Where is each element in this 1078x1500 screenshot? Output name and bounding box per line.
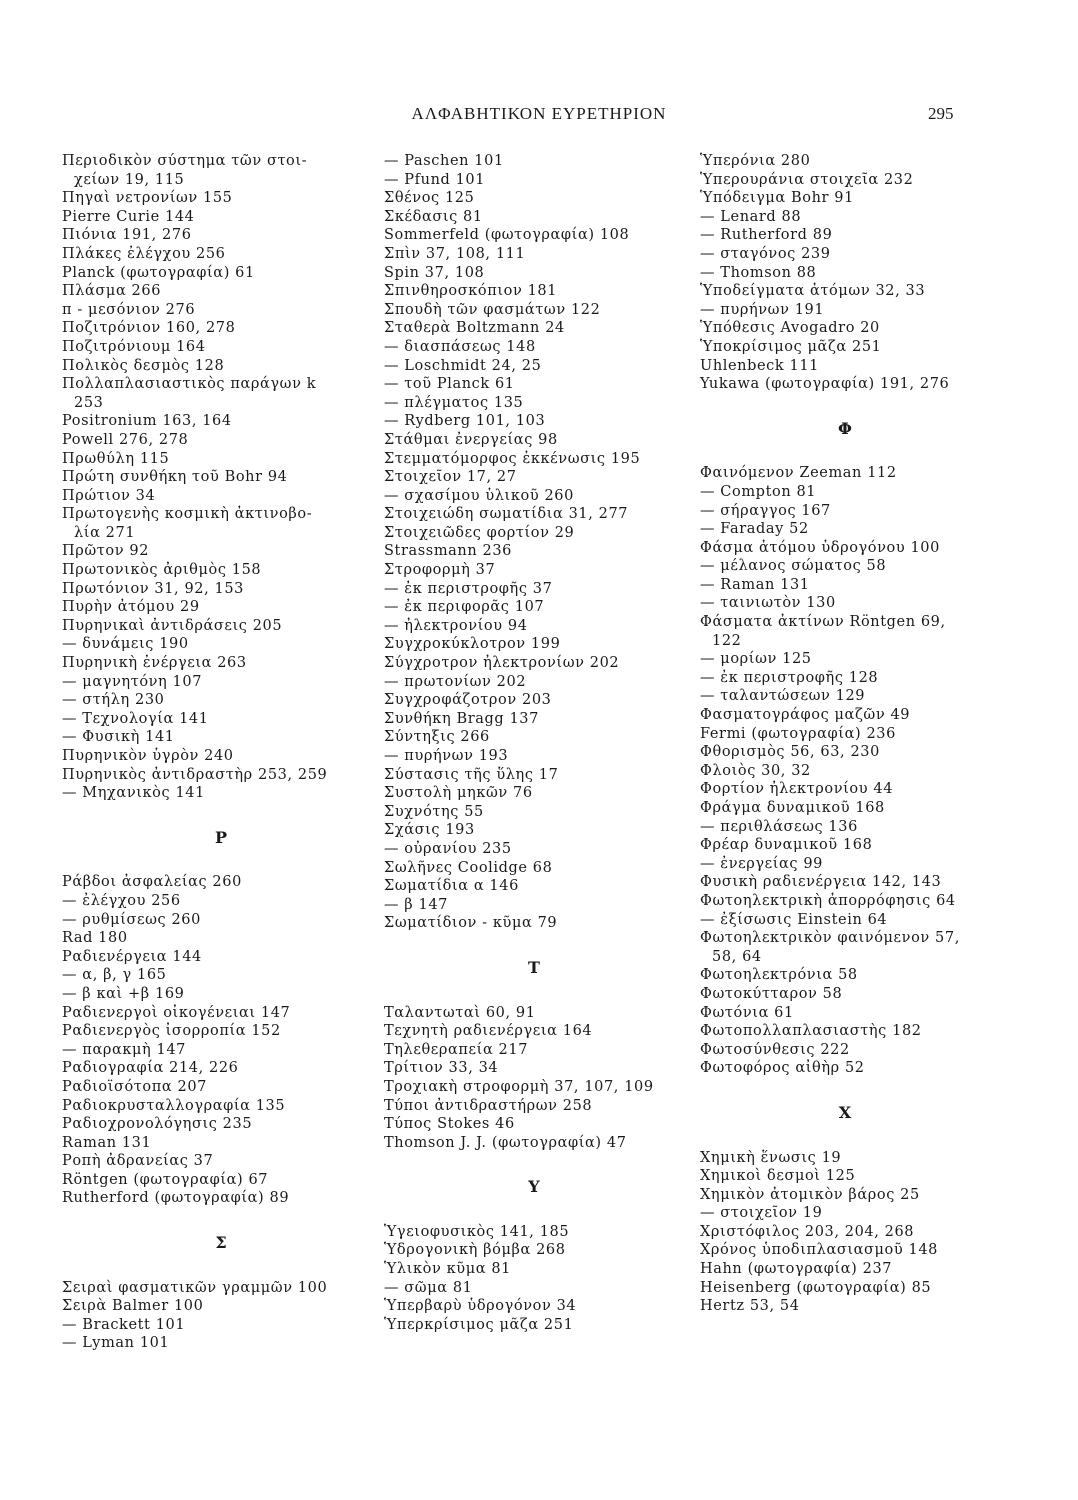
index-entry: Πρώτη συνθήκη τοῦ Bohr 94 bbox=[62, 469, 288, 486]
index-entry: Ραδιενέργεια 144 bbox=[62, 948, 202, 965]
index-entry: Συνθήκη Bragg 137 bbox=[384, 710, 539, 727]
index-entry: — πρωτονίων 202 bbox=[384, 673, 527, 690]
index-entry: Ὑγειοφυσικὸς 141, 185 bbox=[384, 1223, 570, 1240]
index-entry: Πυρὴν ἀτόμου 29 bbox=[62, 599, 200, 616]
index-entry: — Paschen 101 bbox=[384, 153, 504, 169]
index-entry: Τρίτιον 33, 34 bbox=[384, 1060, 499, 1077]
index-entry: — πυρήνων 191 bbox=[700, 301, 825, 318]
index-entry: Πλάκες ἐλέγχου 256 bbox=[62, 245, 226, 262]
index-entry: Σειρὰ Balmer 100 bbox=[62, 1298, 204, 1315]
index-entry: — στοιχεῖον 19 bbox=[700, 1205, 823, 1222]
index-entry: Σύντηξις 266 bbox=[384, 729, 490, 746]
index-entry: Φάσματα ἀκτίνων Röntgen 69, bbox=[700, 614, 946, 631]
index-entry: Ὑπόδειγμα Bohr 91 bbox=[700, 190, 854, 207]
index-entry: — Τεχνολογία 141 bbox=[62, 710, 209, 727]
index-entry: Φωτοκύτταρον 58 bbox=[700, 985, 843, 1002]
index-entry: Σωματίδιον - κῦμα 79 bbox=[384, 915, 558, 932]
index-entry: Στεμματόμορφος ἐκκένωσις 195 bbox=[384, 450, 641, 467]
index-entry: — σχασίμου ὑλικοῦ 260 bbox=[384, 487, 574, 504]
index-entry: Πιόνια 191, 276 bbox=[62, 227, 192, 244]
index-entry: Χριστόφιλος 203, 204, 268 bbox=[700, 1223, 915, 1240]
index-entry: — σταγόνος 239 bbox=[700, 245, 831, 262]
index-entry: Φωτοσύνθεσις 222 bbox=[700, 1041, 850, 1058]
index-entry: Πηγαὶ νετρονίων 155 bbox=[62, 190, 233, 207]
index-entry: — μαγνητόνη 107 bbox=[62, 673, 203, 690]
index-entry: Ὑδρογονικὴ βόμβα 268 bbox=[384, 1242, 566, 1259]
index-entry: χείων 19, 115 bbox=[74, 171, 185, 188]
index-entry: — Μηχανικὸς 141 bbox=[62, 785, 205, 802]
index-entry: Hahn (φωτογραφία) 237 bbox=[700, 1261, 893, 1278]
index-entry: Ὑπόθεσις Avogadro 20 bbox=[700, 320, 880, 337]
index-entry: Röntgen (φωτογραφία) 67 bbox=[62, 1171, 269, 1188]
index-entry: Τροχιακὴ στροφορμὴ 37, 107, 109 bbox=[384, 1078, 654, 1095]
index-entry: Τεχνητὴ ραδιενέργεια 164 bbox=[384, 1023, 593, 1040]
index-entry: Στροφορμὴ 37 bbox=[384, 562, 496, 579]
index-entry: — Rutherford 89 bbox=[700, 227, 833, 244]
index-entry: Τύποι ἀντιδραστήρων 258 bbox=[384, 1097, 593, 1114]
index-entry: Σπὶν 37, 108, 111 bbox=[384, 245, 526, 262]
index-entry: — μορίων 125 bbox=[700, 651, 812, 668]
index-entry: Spin 37, 108 bbox=[384, 264, 485, 281]
index-entry: Fermi (φωτογραφία) 236 bbox=[700, 725, 896, 742]
index-entry: Planck (φωτογραφία) 61 bbox=[62, 264, 255, 281]
page-number: 295 bbox=[928, 104, 954, 123]
index-entry: Στοιχειώδη σωματίδια 31, 277 bbox=[384, 506, 629, 523]
index-entry: — Pfund 101 bbox=[384, 171, 486, 188]
index-entry: Strassmann 236 bbox=[384, 543, 512, 560]
index-entry: — πυρήνων 193 bbox=[384, 748, 509, 764]
index-entry: — ἐξίσωσις Einstein 64 bbox=[700, 911, 888, 928]
index-entry: — διασπάσεως 148 bbox=[384, 338, 536, 355]
index-entry: Σωματίδια α 146 bbox=[384, 878, 519, 895]
index-entry: — Rydberg 101, 103 bbox=[384, 413, 546, 430]
index-entry: Ὑπερόνια 280 bbox=[700, 153, 811, 169]
index-entry: Ραδιενεργὸς ἰσορροπία 152 bbox=[62, 1023, 281, 1040]
index-entry: — τοῦ Planck 61 bbox=[384, 376, 515, 393]
index-entry: — ταλαντώσεων 129 bbox=[700, 688, 866, 705]
index-entry: Στοιχεῖον 17, 27 bbox=[384, 469, 517, 486]
index-entry: — Loschmidt 24, 25 bbox=[384, 357, 542, 374]
index-entry: Σύστασις τῆς ὕλης 17 bbox=[384, 766, 559, 783]
index-entry: Πυρηνικὸς ἀντιδραστὴρ 253, 259 bbox=[62, 766, 328, 783]
index-entry: Ραδιοκρυσταλλογραφία 135 bbox=[62, 1097, 286, 1114]
index-entry: Φρέαρ δυναμικοῦ 168 bbox=[700, 837, 873, 854]
index-entry: Ροπὴ ἀδρανείας 37 bbox=[62, 1153, 214, 1170]
index-column-3 bbox=[700, 152, 990, 1316]
index-entry: Φθορισμὸς 56, 63, 230 bbox=[700, 744, 880, 761]
index-entry: Πολικὸς δεσμὸς 128 bbox=[62, 357, 225, 374]
section-letter: Φ bbox=[838, 418, 852, 438]
index-entry: — Φυσικὴ 141 bbox=[62, 729, 175, 746]
section-letter: Ρ bbox=[214, 827, 228, 847]
index-entry: — σῶμα 81 bbox=[384, 1279, 473, 1296]
index-entry: Πρώτιον 34 bbox=[62, 487, 156, 504]
index-entry: — στήλη 230 bbox=[62, 692, 165, 709]
index-entry: — ἐκ περιφορᾶς 107 bbox=[384, 599, 545, 616]
index-entry: Πυρηνικὴ ἐνέργεια 263 bbox=[62, 655, 247, 672]
section-letter: Υ bbox=[528, 1177, 540, 1197]
index-entry: — ἐνεργείας 99 bbox=[700, 855, 823, 872]
index-entry: Πρωτονικὸς ἀριθμὸς 158 bbox=[62, 562, 262, 579]
index-entry: — παρακμὴ 147 bbox=[62, 1041, 187, 1058]
page-title: ΑΛΦΑΒΗΤΙΚΟΝ ΕΥΡΕΤΗΡΙΟΝ bbox=[411, 104, 667, 123]
index-entry: Χημικὸν ἀτομικὸν βάρος 25 bbox=[700, 1186, 920, 1203]
index-entry: — σήραγγος 167 bbox=[700, 502, 831, 519]
index-entry: Χημικοὶ δεσμοὶ 125 bbox=[700, 1168, 856, 1185]
index-entry: — ἐλέγχου 256 bbox=[62, 892, 181, 909]
index-entry: Heisenberg (φωτογραφία) 85 bbox=[700, 1279, 932, 1296]
index-entry: Πλάσμα 266 bbox=[62, 283, 162, 300]
index-entry: Powell 276, 278 bbox=[62, 431, 189, 448]
index-entry: Σθένος 125 bbox=[384, 190, 475, 207]
index-entry: — Faraday 52 bbox=[700, 521, 809, 538]
index-entry: Σειραὶ φασματικῶν γραμμῶν 100 bbox=[62, 1279, 328, 1296]
index-entry: Τύπος Stokes 46 bbox=[384, 1116, 515, 1133]
index-column-2 bbox=[384, 152, 684, 1334]
section-letter: Σ bbox=[215, 1233, 227, 1253]
index-entry: Πυρηνικαὶ ἀντιδράσεις 205 bbox=[62, 617, 283, 634]
index-entry: 58, 64 bbox=[712, 948, 762, 965]
index-entry: Ραδιογραφία 214, 226 bbox=[62, 1060, 239, 1077]
index-entry: — α, β, γ 165 bbox=[62, 967, 167, 984]
section-letter: Χ bbox=[838, 1102, 852, 1122]
index-entry: 253 bbox=[74, 394, 104, 411]
section-letter: Τ bbox=[528, 957, 540, 977]
index-entry: Πρωτογενὴς κοσμικὴ ἀκτινοβο- bbox=[62, 506, 313, 523]
index-entry: Ὑπερουράνια στοιχεῖα 232 bbox=[700, 171, 914, 188]
index-entry: Ὑποκρίσιμος μᾶζα 251 bbox=[700, 338, 882, 355]
index-entry: Χημικὴ ἕνωσις 19 bbox=[700, 1149, 842, 1166]
index-entry: Ταλαντωταὶ 60, 91 bbox=[384, 1004, 536, 1021]
index-entry: Raman 131 bbox=[62, 1134, 152, 1151]
index-entry: — Thomson 88 bbox=[700, 264, 817, 281]
index-entry: Πρωτόνιον 31, 92, 153 bbox=[62, 580, 245, 597]
index-entry: Φλοιὸς 30, 32 bbox=[700, 762, 811, 779]
index-entry: Uhlenbeck 111 bbox=[700, 357, 819, 374]
index-entry: Pierre Curie 144 bbox=[62, 208, 195, 225]
index-entry: Φωτόνια 61 bbox=[700, 1004, 794, 1021]
index-entry: Φαινόμενον Zeeman 112 bbox=[700, 465, 897, 482]
index-entry: — β καὶ +β 169 bbox=[62, 985, 185, 1002]
index-entry: Thomson J. J. (φωτογραφία) 47 bbox=[384, 1134, 627, 1151]
index-entry: Συγχροκύκλοτρον 199 bbox=[384, 636, 561, 653]
index-entry: Yukawa (φωτογραφία) 191, 276 bbox=[700, 376, 950, 393]
index-entry: Συγχροφάζοτρον 203 bbox=[384, 692, 552, 709]
index-entry: λία 271 bbox=[74, 524, 136, 541]
index-entry: 122 bbox=[712, 632, 742, 649]
index-entry: Hertz 53, 54 bbox=[700, 1298, 800, 1315]
index-entry: Σπουδὴ τῶν φασμάτων 122 bbox=[384, 301, 601, 318]
index-entry: Φορτίον ἠλεκτρονίου 44 bbox=[700, 781, 894, 798]
index-entry: Φράγμα δυναμικοῦ 168 bbox=[700, 800, 885, 816]
index-entry: — ταινιωτὸν 130 bbox=[700, 595, 836, 612]
index-entry: — ἠλεκτρονίου 94 bbox=[384, 617, 528, 634]
index-entry: — δυνάμεις 190 bbox=[62, 636, 189, 653]
index-entry: π - μεσόνιον 276 bbox=[62, 301, 196, 318]
index-entry: Φωτοφόρος αἰθὴρ 52 bbox=[700, 1060, 865, 1077]
index-entry: — ἐκ περιστροφῆς 128 bbox=[700, 669, 879, 686]
index-entry: Πρωθύλη 115 bbox=[62, 450, 170, 467]
index-column-1 bbox=[62, 152, 380, 1353]
index-entry: Φασματογράφος μαζῶν 49 bbox=[700, 707, 911, 724]
index-entry: Πρῶτον 92 bbox=[62, 543, 150, 560]
index-entry: Πολλαπλασιαστικὸς παράγων k bbox=[62, 376, 317, 393]
index-entry: Ράβδοι ἀσφαλείας 260 bbox=[62, 874, 242, 891]
index-entry: — β 147 bbox=[384, 896, 448, 913]
index-entry: Σταθερὰ Boltzmann 24 bbox=[384, 320, 565, 337]
index-entry: — ἐκ περιστροφῆς 37 bbox=[384, 580, 553, 597]
index-entry: Positronium 163, 164 bbox=[62, 413, 232, 430]
index-entry: Φωτοηλεκτρικὴ ἀπορρόφησις 64 bbox=[700, 892, 956, 909]
index-entry: — πλέγματος 135 bbox=[384, 394, 524, 411]
index-entry: Φωτοηλεκτρόνια 58 bbox=[700, 967, 858, 984]
index-entry: — Lenard 88 bbox=[700, 208, 802, 225]
index-entry: Φωτοπολλαπλασιαστὴς 182 bbox=[700, 1023, 922, 1040]
index-entry: — Compton 81 bbox=[700, 483, 817, 500]
index-entry: Στοιχειῶδες φορτίον 29 bbox=[384, 524, 575, 541]
index-entry: Συχνότης 55 bbox=[384, 803, 484, 820]
index-entry: Ὑποδείγματα ἀτόμων 32, 33 bbox=[700, 283, 926, 300]
index-entry: Ραδιοϊσότοπα 207 bbox=[62, 1078, 207, 1095]
index-entry: — περιθλάσεως 136 bbox=[700, 818, 858, 835]
index-entry: — ρυθμίσεως 260 bbox=[62, 911, 201, 928]
index-entry: Σπινθηροσκόπιον 181 bbox=[384, 283, 558, 300]
index-entry: Φωτοηλεκτρικὸν φαινόμενον 57, bbox=[700, 930, 960, 947]
index-entry: Συστολὴ μηκῶν 76 bbox=[384, 785, 533, 802]
index-entry: Φυσικὴ ραδιενέργεια 142, 143 bbox=[700, 874, 942, 891]
index-entry: Ὑπερβαρὺ ὑδρογόνον 34 bbox=[384, 1298, 577, 1315]
index-entry: Ραδιενεργοὶ οἰκογένειαι 147 bbox=[62, 1004, 291, 1021]
index-entry: — Raman 131 bbox=[700, 576, 810, 593]
index-entry: Sommerfeld (φωτογραφία) 108 bbox=[384, 227, 630, 244]
index-entry: Σωλῆνες Coolidge 68 bbox=[384, 859, 553, 876]
index-entry: — οὐρανίου 235 bbox=[384, 840, 512, 857]
index-entry: Πυρηνικὸν ὑγρὸν 240 bbox=[62, 748, 234, 764]
index-entry: Φάσμα ἀτόμου ὑδρογόνου 100 bbox=[700, 539, 940, 556]
index-entry: Ὑλικὸν κῦμα 81 bbox=[384, 1261, 511, 1278]
index-entry: Ραδιοχρονολόγησις 235 bbox=[62, 1116, 253, 1133]
index-entry: Σύγχροτρον ἠλεκτρονίων 202 bbox=[384, 655, 620, 672]
index-entry: — μέλανος σώματος 58 bbox=[700, 558, 887, 575]
index-entry: Τηλεθεραπεία 217 bbox=[384, 1041, 529, 1058]
index-entry: — Lyman 101 bbox=[62, 1335, 170, 1352]
index-entry: Περιοδικὸν σύστημα τῶν στοι- bbox=[62, 153, 308, 169]
index-entry: Rad 180 bbox=[62, 930, 128, 947]
index-entry: Σχάσις 193 bbox=[384, 822, 475, 839]
index-entry: Rutherford (φωτογραφία) 89 bbox=[62, 1190, 290, 1207]
index-entry: — Brackett 101 bbox=[62, 1316, 186, 1333]
index-entry: Ποζιτρόνιουμ 164 bbox=[62, 338, 206, 355]
index-entry: Χρόνος ὑποδιπλασιασμοῦ 148 bbox=[700, 1242, 938, 1259]
index-entry: Σκέδασις 81 bbox=[384, 208, 483, 225]
index-entry: Ὑπερκρίσιμος μᾶζα 251 bbox=[384, 1316, 574, 1333]
index-entry: Στάθμαι ἐνεργείας 98 bbox=[384, 431, 558, 448]
index-entry: Ποζιτρόνιον 160, 278 bbox=[62, 320, 236, 337]
